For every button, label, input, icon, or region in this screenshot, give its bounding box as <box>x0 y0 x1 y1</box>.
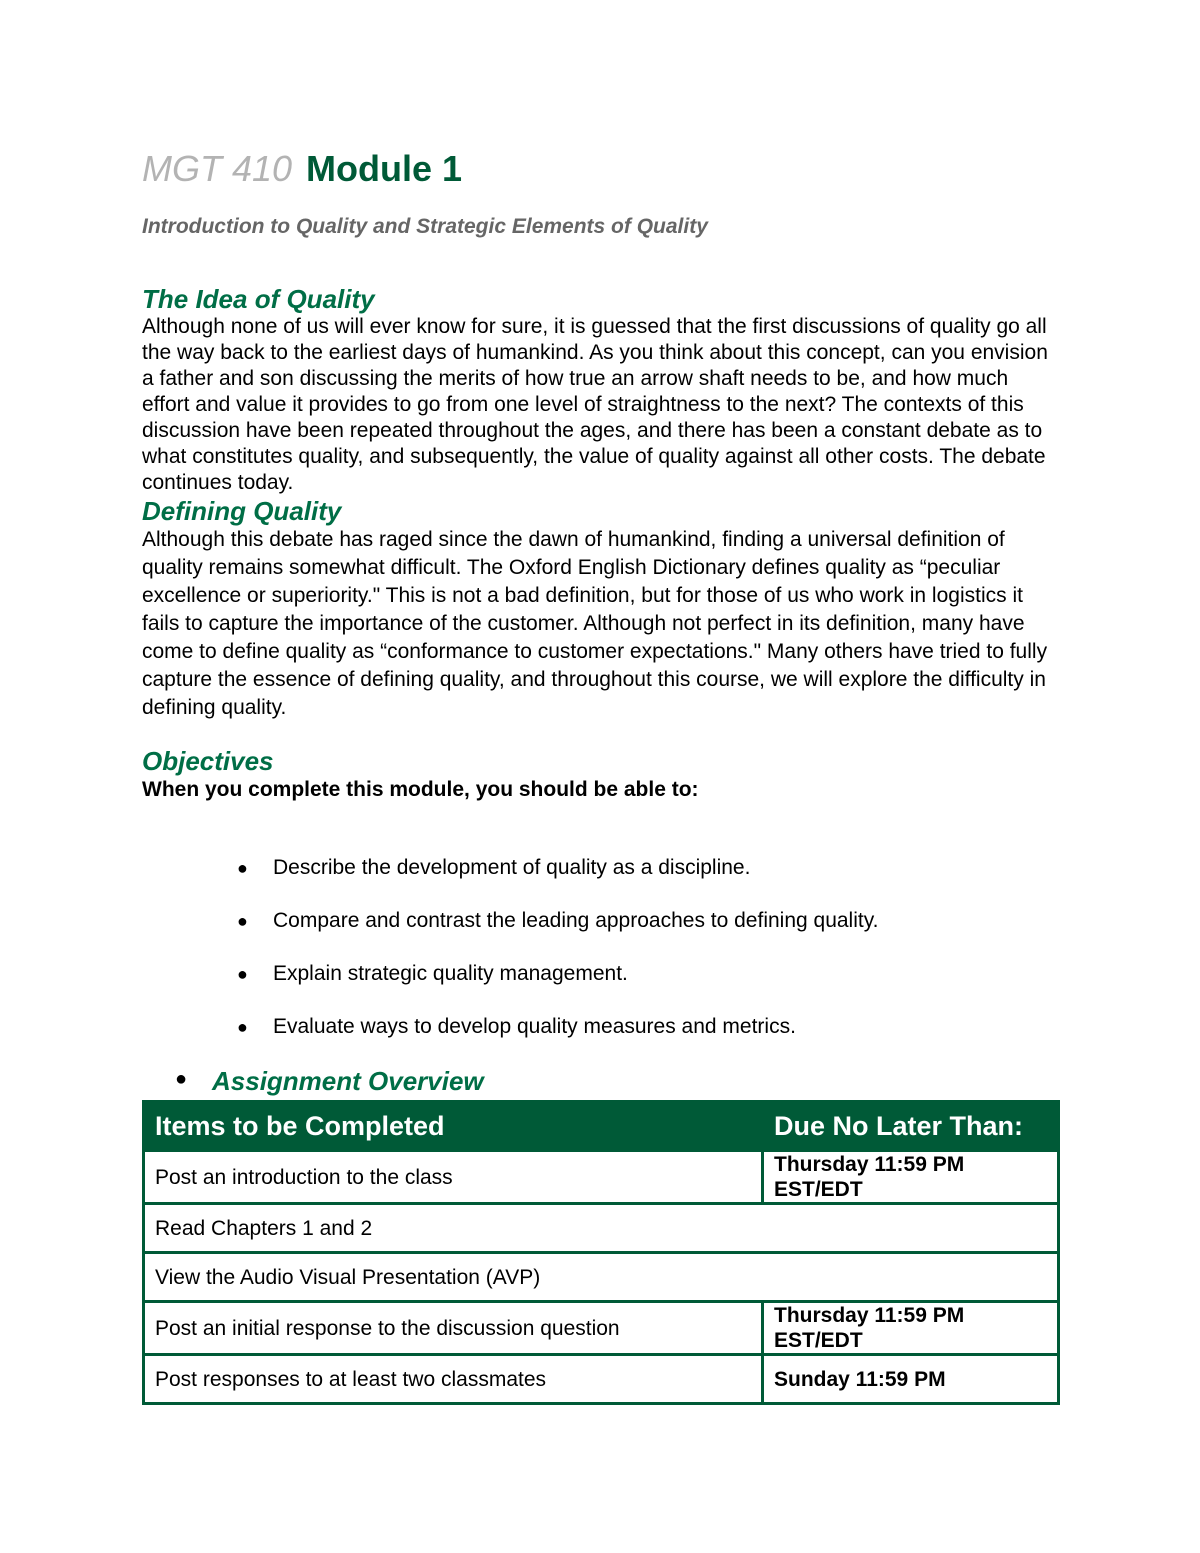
table-row <box>144 1302 1059 1355</box>
table-header-row <box>144 1102 1059 1151</box>
due-cell: Thursday 11:59 PM EST/EDT <box>763 1302 1059 1355</box>
bullet-icon: ● <box>237 858 248 878</box>
assignment-table <box>142 1100 1060 1405</box>
module-title: Module 1 <box>306 148 463 189</box>
list-item <box>142 907 1058 935</box>
assignment-overview-heading: Assignment Overview <box>212 1066 484 1096</box>
bullet-icon: ● <box>237 964 248 984</box>
assignment-overview-heading-row <box>142 1066 1058 1100</box>
table-row <box>144 1355 1059 1404</box>
table-row <box>144 1204 1059 1253</box>
table-row <box>144 1151 1059 1204</box>
item-cell: View the Audio Visual Presentation (AVP) <box>144 1253 1059 1302</box>
column-header-items: Items to be Completed <box>144 1102 763 1151</box>
course-code: MGT 410 <box>142 148 293 189</box>
idea-of-quality-heading: The Idea of Quality <box>142 284 375 314</box>
document-page <box>142 148 1058 1405</box>
bullet-icon: ● <box>237 911 248 931</box>
objectives-heading: Objectives <box>142 746 274 776</box>
document-title <box>142 148 1058 190</box>
due-cell: Thursday 11:59 PM EST/EDT <box>763 1151 1059 1204</box>
objectives-list <box>142 854 1058 1041</box>
item-cell: Read Chapters 1 and 2 <box>144 1204 1059 1253</box>
due-cell: Sunday 11:59 PM <box>763 1355 1059 1404</box>
defining-quality-paragraph: Although this debate has raged since the dawn of humankind, finding a universal definition of quality remains somewhat difficult. The Oxford English Dictionary defines quality as “peculiar excellence or superiority." This is not a bad definition, but for those of us who work in logistics it fails to capture the importance of the customer. Although not perfect in its definition, many have come to define quality as “conformance to customer expectations." Many others have tried to fully capture the essence of defining quality, and throughout this course, we will explore the difficulty in defining quality. <box>142 528 1048 719</box>
objective-text: Describe the development of quality as a discipline. <box>273 856 751 879</box>
bullet-icon: ● <box>175 1068 188 1090</box>
list-item <box>142 1013 1058 1041</box>
module-subtitle: Introduction to Quality and Strategic Elements of Quality <box>142 215 708 238</box>
item-cell: Post responses to at least two classmates <box>144 1355 763 1404</box>
item-cell: Post an introduction to the class <box>144 1151 763 1204</box>
objective-text: Explain strategic quality management. <box>273 962 628 985</box>
bullet-icon: ● <box>237 1017 248 1037</box>
defining-quality-heading: Defining Quality <box>142 496 342 526</box>
item-cell: Post an initial response to the discussion question <box>144 1302 763 1355</box>
idea-of-quality-paragraph: Although none of us will ever know for sure, it is guessed that the first discussions of quality go all the way back to the earliest days of humankind. As you think about this concept, can you envision a father and son discussing the merits of how true an arrow shaft needs to be, and how much effort and value it provides to go from one level of straightness to the next? The contexts of this discussion have been repeated throughout the ages, and there has been a constant debate as to what constitutes quality, and subsequently, the value of quality against all other costs. The debate continues today. <box>142 315 1048 494</box>
objective-text: Evaluate ways to develop quality measures and metrics. <box>273 1015 796 1038</box>
objective-text: Compare and contrast the leading approaches to defining quality. <box>273 909 879 932</box>
objectives-intro: When you complete this module, you should be able to: <box>142 778 699 801</box>
list-item <box>142 854 1058 882</box>
column-header-due: Due No Later Than: <box>763 1102 1059 1151</box>
list-item <box>142 960 1058 988</box>
table-row <box>144 1253 1059 1302</box>
